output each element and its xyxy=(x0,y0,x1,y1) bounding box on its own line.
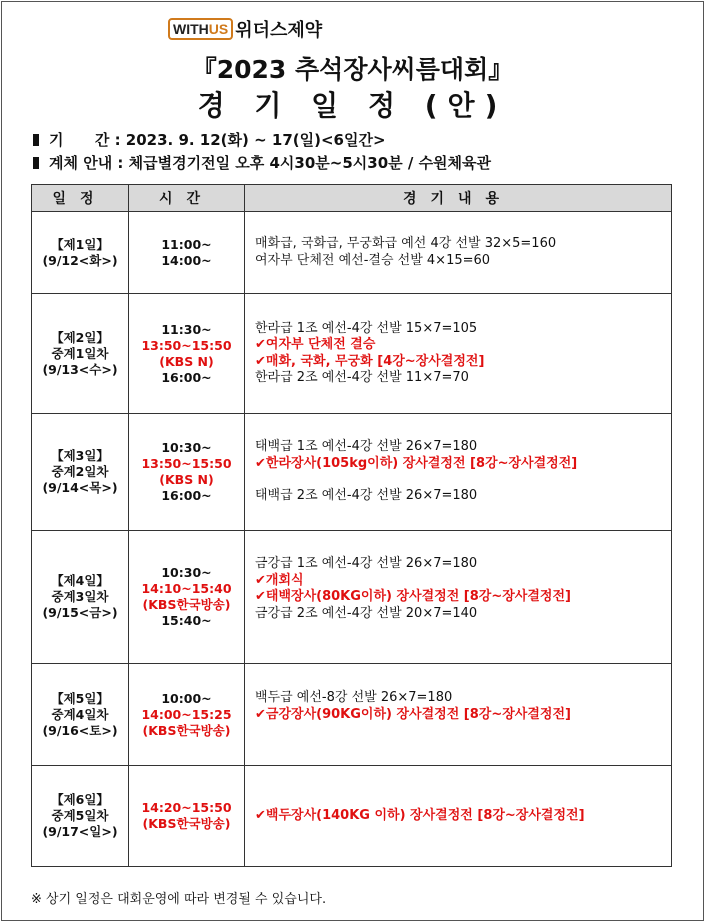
time-slot: (KBS한국방송) xyxy=(142,597,231,612)
time-slot: 11:00~ xyxy=(161,236,212,252)
highlight-event: ✔백두장사(140KG 이하) 장사결정전 [8강~장사결정전] xyxy=(255,807,585,823)
day-label: 【제3일】 xyxy=(51,448,109,463)
event-line xyxy=(255,723,671,739)
time-slot: 13:50~15:50 xyxy=(141,456,232,471)
day-cell xyxy=(32,212,129,294)
info-label: 기 간 xyxy=(49,131,110,149)
period-info xyxy=(33,129,386,150)
day-label: 【제2일】 xyxy=(51,329,109,345)
time-slot: 10:30~ xyxy=(161,440,212,455)
time-slot: 14:10~15:40 xyxy=(141,581,232,596)
info-value: : 2023. 9. 12(화) ~ 17(일)<6일간> xyxy=(114,131,386,149)
time-slot: (KBS N) xyxy=(159,472,214,487)
header-schedule: 일정 xyxy=(32,185,129,212)
event-line: 여자부 단체전 예선-결승 선발 4×15=60 xyxy=(255,252,491,268)
content-cell xyxy=(245,212,672,294)
day-cell xyxy=(32,294,129,414)
table-row xyxy=(32,414,672,531)
day-cell xyxy=(32,414,129,531)
table-header xyxy=(32,185,672,212)
header-time: 시간 xyxy=(129,185,245,212)
day-label: 중계2일차 xyxy=(51,464,109,479)
event-line: 태백급 2조 예선-4강 선발 26×7=180 xyxy=(255,488,478,504)
info-value: : 체급별경기전일 오후 4시30분~5시30분 / 수원체육관 xyxy=(117,154,492,172)
day-label: (9/12<화>) xyxy=(42,252,118,268)
highlight-event: ✔태백장사(80KG이하) 장사결정전 [8강~장사결정전] xyxy=(255,589,571,604)
weigh-in-info xyxy=(33,152,491,173)
time-slot: 14:20~15:50 xyxy=(141,800,232,815)
day-label: 【제6일】 xyxy=(51,792,109,807)
highlight-event: ✔매화, 국화, 무궁화 [4강~장사결정전] xyxy=(255,353,485,369)
event-line: 한라급 1조 예선-4강 선발 15×7=105 xyxy=(255,320,478,336)
table-row xyxy=(32,531,672,664)
logo-mark xyxy=(168,18,233,40)
highlight-event: ✔여자부 단체전 결승 xyxy=(255,337,376,352)
table-row xyxy=(32,664,672,766)
highlight-event: ✔한라장사(105kg이하) 장사결정전 [8강~장사결정전] xyxy=(255,455,578,471)
day-label: 【제5일】 xyxy=(51,690,109,706)
logo-text: WITH xyxy=(173,21,209,37)
footnote: ※ 상기 일정은 대회운영에 따라 변경될 수 있습니다. xyxy=(31,892,327,907)
schedule-title: 경 기 일 정 (안) xyxy=(197,89,508,122)
day-label: 【제1일】 xyxy=(51,236,109,252)
bullet-icon xyxy=(33,134,39,146)
event-line: 백두급 예선-8강 선발 26×7=180 xyxy=(255,690,453,705)
time-cell xyxy=(129,212,245,294)
time-slot: 16:00~ xyxy=(161,488,212,503)
day-cell xyxy=(32,531,129,664)
day-label: 중계3일차 xyxy=(51,589,109,604)
time-slot: 16:00~ xyxy=(161,369,212,385)
company-logo xyxy=(168,16,322,42)
highlight-event: ✔금강장사(90KG이하) 장사결정전 [8강~장사결정전] xyxy=(255,706,571,722)
time-slot: (KBS한국방송) xyxy=(142,722,231,738)
event-line: 한라급 2조 예선-4강 선발 11×7=70 xyxy=(255,370,469,385)
time-cell xyxy=(129,531,245,664)
content-cell xyxy=(245,664,672,766)
day-label: (9/13<수>) xyxy=(42,361,118,377)
event-line: 태백급 1조 예선-4강 선발 26×7=180 xyxy=(255,439,478,455)
event-line: 금강급 2조 예선-4강 선발 20×7=140 xyxy=(255,605,478,621)
day-cell xyxy=(32,664,129,766)
table-row xyxy=(32,766,672,867)
time-slot: 10:00~ xyxy=(161,690,212,706)
day-label: (9/15<금>) xyxy=(42,605,118,620)
time-cell xyxy=(129,664,245,766)
header-content: 경기내용 xyxy=(245,185,672,212)
time-slot: 10:30~ xyxy=(161,565,212,580)
time-slot: 15:40~ xyxy=(161,613,212,628)
time-slot: (KBS N) xyxy=(159,353,214,369)
day-label: 중계1일차 xyxy=(51,345,109,361)
event-title: 『2023 추석장사씨름대회』 xyxy=(191,55,514,84)
day-cell xyxy=(32,766,129,867)
content-cell xyxy=(245,414,672,531)
time-cell xyxy=(129,294,245,414)
time-slot: 14:00~15:25 xyxy=(141,706,232,722)
day-label: (9/17<일>) xyxy=(42,824,118,839)
day-label: (9/16<토>) xyxy=(42,722,118,738)
table-row xyxy=(32,294,672,414)
time-cell xyxy=(129,766,245,867)
time-slot: 14:00~ xyxy=(161,252,212,268)
day-label: 【제4일】 xyxy=(51,573,109,588)
time-slot: 11:30~ xyxy=(161,321,212,337)
bullet-icon xyxy=(33,157,39,169)
info-label: 계체 안내 xyxy=(49,154,113,172)
event-line xyxy=(255,472,671,488)
table-row xyxy=(32,212,672,294)
content-cell xyxy=(245,531,672,664)
event-line xyxy=(255,622,671,638)
content-cell xyxy=(245,766,672,867)
time-slot: (KBS한국방송) xyxy=(142,816,231,831)
event-line: 매화급, 국화급, 무궁화급 예선 4강 선발 32×5=160 xyxy=(255,236,557,251)
content-cell xyxy=(245,294,672,414)
day-label: 중계5일차 xyxy=(51,808,109,823)
time-cell xyxy=(129,414,245,531)
schedule-table xyxy=(31,184,672,867)
highlight-event: ✔개회식 xyxy=(255,572,304,588)
logo-text-accent: US xyxy=(208,21,229,37)
day-label: (9/14<목>) xyxy=(42,480,118,495)
day-label: 중계4일차 xyxy=(51,706,109,722)
logo-korean: 위더스제약 xyxy=(235,20,323,41)
time-slot: 13:50~15:50 xyxy=(141,337,232,353)
event-line: 금강급 1조 예선-4강 선발 26×7=180 xyxy=(255,556,478,571)
